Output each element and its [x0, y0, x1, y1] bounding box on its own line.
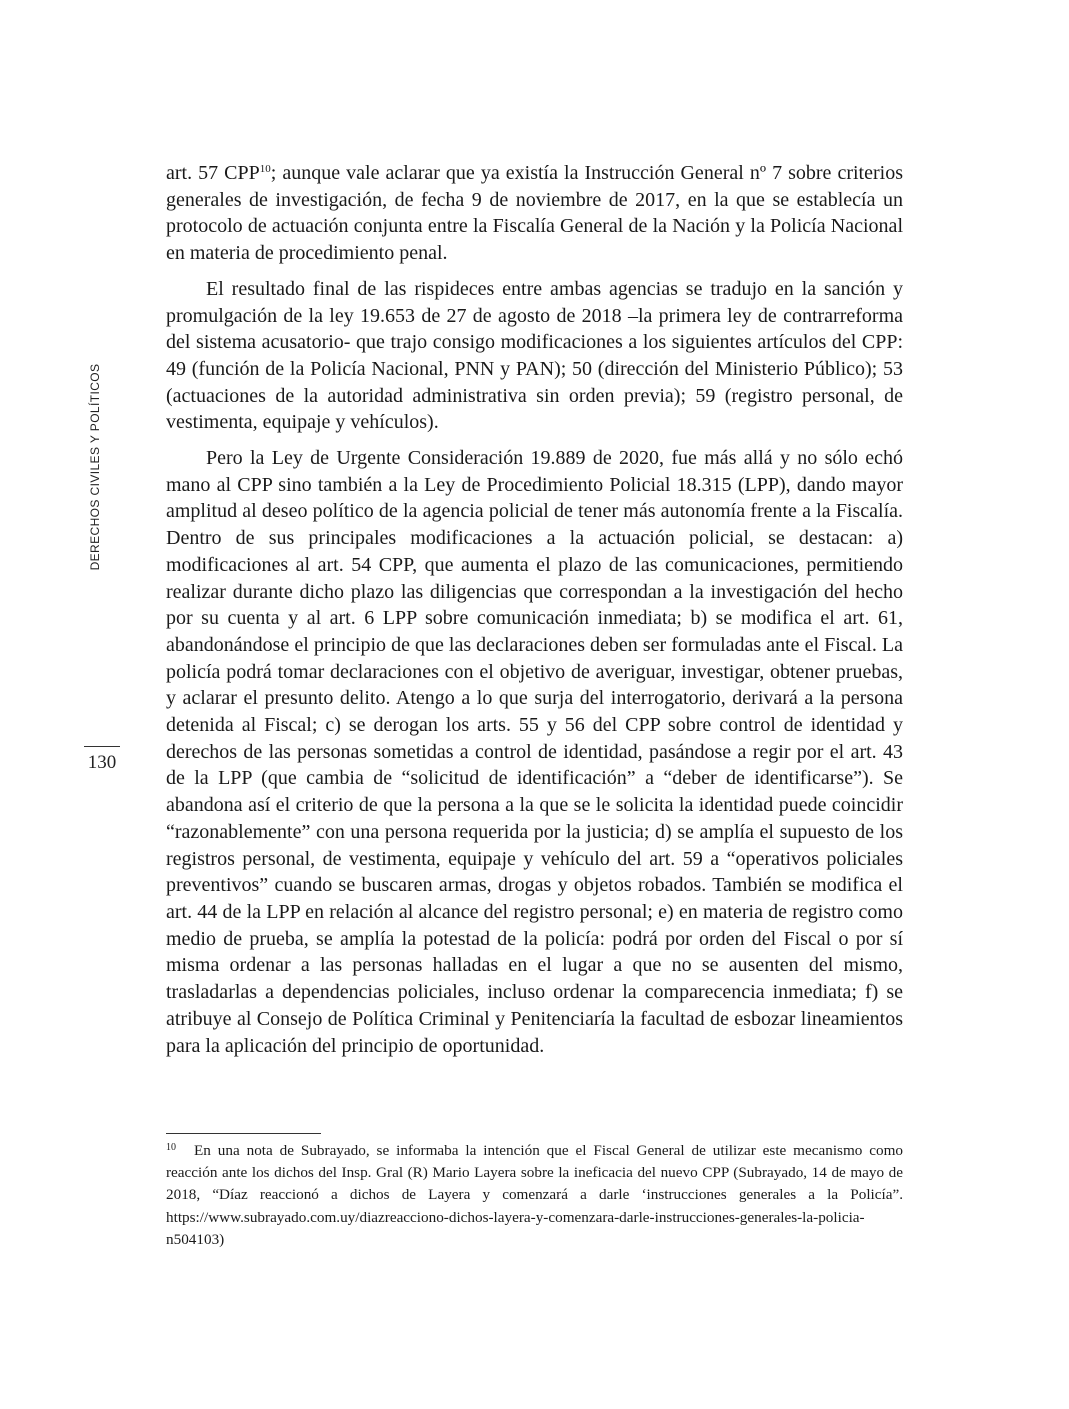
page-number: 130: [87, 752, 117, 773]
paragraph-1-rest: ; aunque vale aclarar que ya existía la Instrucción General nº 7 sobre criterios generales de investigación, de fecha 9 de noviembre de 2017, en la que se establecía un protocolo de actuación conjunta entre la Fiscalía General de la Nación y la Policía Nacional en materia de procedimiento penal.: [166, 162, 903, 265]
footnote: 10 En una nota de Subrayado, se informaba la intención que el Fiscal General de utilizar este mecanismo como reacción ante los dichos del Insp. Gral (R) Mario Layera sobre la ineficacia del nuevo CPP (Subrayado, 14 de mayo de 2018, “Díaz reaccionó a dichos de Layera y comenzará a darle ‘instrucciones generales a la Policía”. https://www.subrayado.com.uy/diazreacciono-dichos-layera-y-comenzara-darle-instrucciones-generales-la-policia-n504103): [166, 1142, 903, 1248]
running-head-text: DERECHOS CIVILES Y POLÍTICOS: [88, 363, 102, 571]
body-text: [166, 160, 903, 1059]
paragraph-3: Pero la Ley de Urgente Consideración 19.889 de 2020, fue más allá y no sólo echó mano al CPP sino también a la Ley de Procedimiento Policial 18.315 (LPP), dando mayor amplitud al deseo político de la agencia policial de tener más autonomía frente a la Fiscalía. Dentro de sus principales modificaciones a la actuación policial, se destacan: a) modificaciones al art. 54 CPP, que aumenta el plazo de las comunicaciones, permitiendo realizar durante dicho plazo las diligencias que correspondan a la investigación del hecho por su cuenta y al art. 6 LPP sobre comunicación inmediata; b) se modifica el art. 61, abandonándose el principio de que las declaraciones deben ser formuladas ante el Fiscal. La policía podrá tomar declaraciones con el objetivo de averiguar, investigar, obtener pruebas, y aclarar el presunto delito. Atengo a lo que surja del interrogatorio, derivará a la persona detenida al Fiscal; c) se derogan los arts. 55 y 56 del CPP sobre control de identidad y derechos de las personas sometidas a control de identidad, pasándose a regir por el art. 43 de la LPP (que cambia de “solicitud de identificación” a “deber de identificarse”). Se abandona así el criterio de que la persona a la que se le solicita la identidad puede coincidir “razonablemente” con una persona requerida por la justicia; d) se amplía el supuesto de los registros personal, de vestimenta, equipaje y vehículo del art. 59 a “operativos policiales preventivos” cuando se buscaren armas, drogas y objetos robados. También se modifica el art. 44 de la LPP en relación al alcance del registro personal; e) en materia de registro como medio de prueba, se amplía la potestad de la policía: podrá por orden del Fiscal o por sí misma ordenar a las personas halladas en el lugar a que no se ausenten del mismo, trasladarlas a dependencias policiales, incluso ordenar la comparecencia inmediata; f) se atribuye al Consejo de Política Criminal y Penitenciaría la facultad de esbozar lineamientos para la aplicación del principio de oportunidad.: [166, 447, 903, 1057]
footnote-ref-10[interactable]: 10: [259, 163, 271, 175]
running-head: [80, 363, 110, 571]
paragraph-1-start: art. 57 CPP: [166, 162, 260, 184]
paragraph-2: El resultado final de las rispideces entre ambas agencias se tradujo en la sanción y promulgación de la ley 19.653 de 27 de agosto de 2018 –la primera ley de contrarreforma del sistema acusatorio- que trajo consigo modificaciones a los siguientes artículos del CPP: 49 (función de la Policía Nacional, PNN y PAN); 50 (dirección del Ministerio Público); 53 (actuaciones de la autoridad administrativa sin orden previa); 59 (registro personal, de vestimenta, equipaje y vehículos).: [166, 277, 903, 434]
footnote-text: En una nota de Subrayado, se informaba la intención que el Fiscal General de utilizar este mecanismo como reacción ante los dichos del Insp. Gral (R) Mario Layera sobre la ineficacia del nuevo CPP (Subrayado, 14 de mayo de 2018, “Díaz reaccionó a dichos de Layera y comenzará a darle ‘instrucciones generales a la Policía”. https://www.subrayado.com.uy/diazreacciono-dichos-layera-y-comenzara-darle-instrucciones-generales-la-policia-n504103): [166, 1142, 903, 1248]
page-number-rule: [84, 746, 120, 747]
paragraph-1: [166, 160, 903, 267]
footnote-separator: [166, 1133, 321, 1134]
